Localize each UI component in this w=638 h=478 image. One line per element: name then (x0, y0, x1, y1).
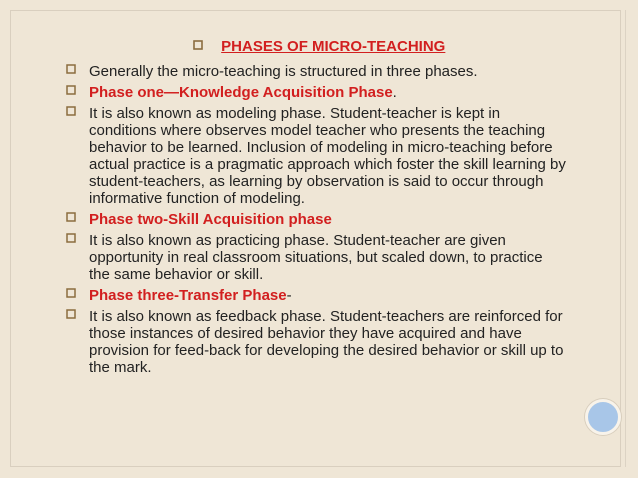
square-outline-bullet-icon (66, 233, 78, 245)
bullet-text: It is also known as practicing phase. Student-teacher are given opportunity in real classroom situations, but scaled down, to practice the same behavior or skill. (89, 232, 543, 283)
square-outline-bullet-icon (66, 106, 78, 118)
right-rule-line (625, 10, 626, 467)
bullet-text: It is also known as feedback phase. Student-teachers are reinforced for those instances of desired behavior they have acquired and have provision for feed-back for developing the desired behavior or skill up to the mark. (89, 308, 564, 376)
bullet-item-2 (66, 84, 566, 101)
phase-one-suffix: . (392, 84, 397, 101)
bullet-item-6 (66, 287, 566, 304)
title-bullet-icon (191, 38, 209, 56)
square-outline-bullet-icon (66, 309, 78, 321)
bullet-item-4 (66, 211, 566, 228)
bullet-item-7 (66, 308, 566, 376)
bullet-list (66, 63, 566, 380)
phase-three-suffix: - (286, 287, 292, 304)
square-outline-bullet-icon (66, 288, 78, 300)
square-outline-bullet-icon (66, 85, 78, 97)
bullet-item-5 (66, 232, 566, 283)
square-outline-bullet-icon (66, 212, 78, 224)
slide-title-row (191, 38, 445, 56)
phase-one-heading: Phase one—Knowledge Acquisition Phase (89, 84, 393, 101)
bullet-item-1 (66, 63, 566, 80)
bullet-text: Generally the micro-teaching is structured in three phases. (89, 63, 478, 80)
phase-three-heading: Phase three-Transfer Phase (89, 287, 287, 304)
phase-two-heading: Phase two-Skill Acquisition phase (89, 211, 332, 228)
bullet-text: It is also known as modeling phase. Student-teacher is kept in conditions where observes model teacher who presents the teaching behavior to be learned. Inclusion of modeling in micro-teaching before actual practice is a pragmatic approach which foster the skill learning by student-teachers, as learning by observation is said to occur through informative function of modeling. (89, 105, 566, 207)
blue-circle-decoration (585, 399, 621, 435)
square-outline-bullet-icon (66, 64, 78, 76)
bullet-item-3 (66, 105, 566, 207)
slide-title: PHASES OF MICRO-TEACHING (221, 38, 446, 55)
